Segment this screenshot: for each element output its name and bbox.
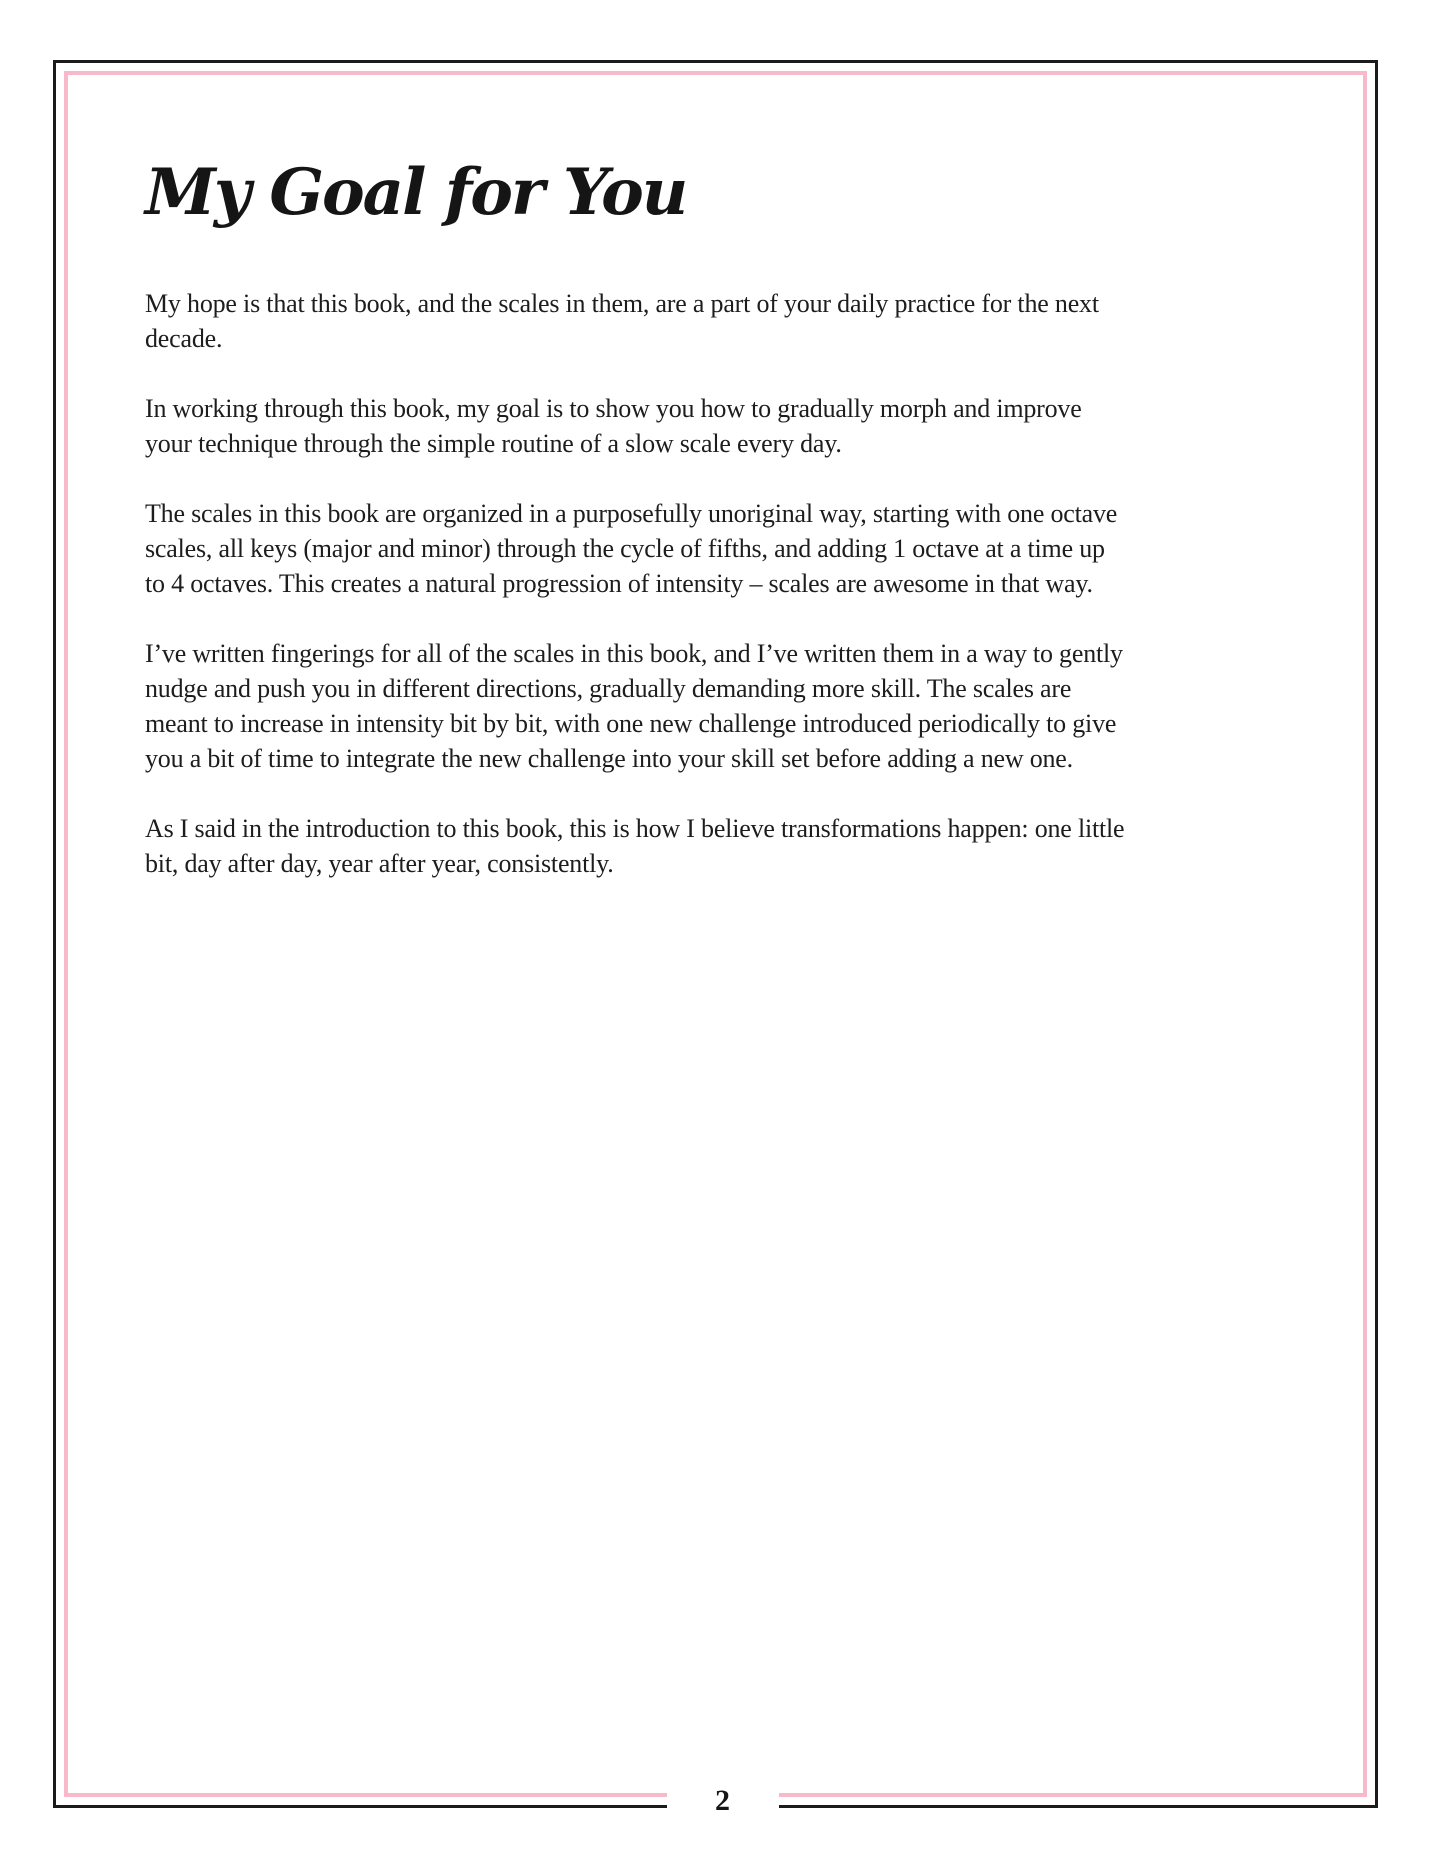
page-title: My Goal for You	[145, 155, 687, 230]
paragraph: The scales in this book are organized in a purposefully unoriginal way, starting with one octave scales, all keys (major and minor) through the cycle of fifths, and adding 1 octave at a time up to 4 octaves. This creates a natural progression of intensity – scales are awesome in that way.	[145, 499, 1118, 598]
page-content	[145, 146, 1130, 916]
paragraph: I’ve written fingerings for all of the scales in this book, and I’ve written them in a way to gently nudge and push you in different directions, gradually demanding more skill. The scales are meant to increase in intensity bit by bit, with one new challenge introduced periodically to give you a bit of time to integrate the new challenge into your skill set before adding a new one.	[145, 639, 1123, 773]
paragraph: As I said in the introduction to this book, this is how I believe transformations happen: one little bit, day after day, year after year, consistently.	[145, 814, 1125, 878]
paragraph: My hope is that this book, and the scales in them, are a part of your daily practice for the next decade.	[145, 289, 1099, 353]
page-number: 2	[715, 1784, 730, 1817]
page-number-box	[667, 1779, 779, 1823]
paragraph: In working through this book, my goal is to show you how to gradually morph and improve your technique through the simple routine of a slow scale every day.	[145, 394, 1082, 458]
